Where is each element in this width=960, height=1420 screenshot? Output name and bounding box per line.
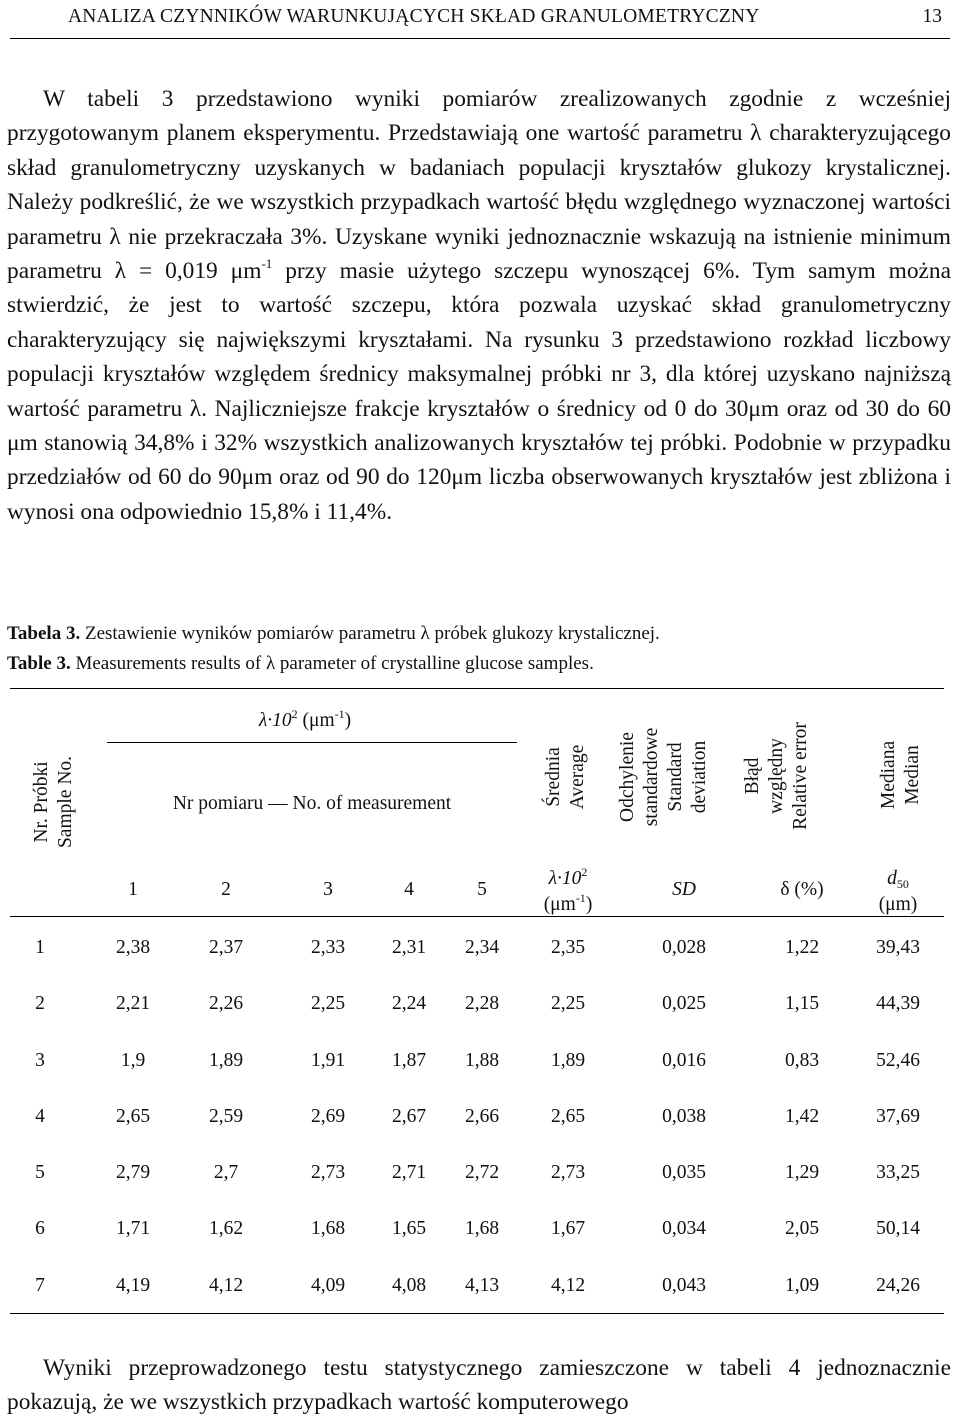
header-average-unit: (μm [543,894,576,915]
table-row [0,1049,960,1073]
paragraph-1-text-b: przy masie użytego szczepu wynoszącej 6%. Tym samym można stwierdzić, że jest to wartość szczepu, która pozwala uzyskać skład granulometryczny charakteryzujący się największymi kryształami. Na rysunku 3 przedstawiono rozkład liczbowy populacji kryształów względem średnicy maksymalnej próbki nr 3, dla której uzyskano najniższą wartość parametru λ. Najliczniejsze frakcje kryształów o średnicy od 0 do 30μm oraz od 30 do 60 μm stanowią 34,8% i 32% wszystkich analizowanych kryształów tej próbki. Podobnie w przypadku przedziałów od 60 do 90μm oraz od 90 do 120μm liczba obserwowanych kryształów jest zbliżona i wynosi ona odpowiednio 15,8% i 11,4%. [7,258,951,525]
paragraph-2-text: Wyniki przeprowadzonego testu statystycznego zamieszczone w tabeli 4 jednoznacznie pokazują, że we wszystkich przypadkach wartość komputerowego [7,1355,951,1416]
header-lambda-unit-close: ) [344,710,352,731]
table-cell: 1,71 [115,1218,151,1239]
table-cell: 0,038 [662,1106,706,1127]
table-cell: 2,65 [115,1106,151,1127]
table-cell: 37,69 [876,1106,920,1127]
table-cell: 1,68 [464,1218,500,1239]
body-paragraph-1 [7,82,951,529]
table-cell: 2,67 [391,1106,427,1127]
table-cell: 50,14 [876,1218,920,1239]
table-cell: 2,7 [213,1162,239,1183]
table-row [0,1105,960,1129]
header-average-symbol [513,866,623,918]
table-cell: 2,31 [391,937,427,958]
table-cell: 2,73 [550,1162,586,1183]
table-cell: 0,83 [784,1050,820,1071]
header-median-sub: 50 [896,877,909,891]
table-cell: 2,66 [464,1106,500,1127]
header-lambda-group [140,707,470,732]
header-sd-en-1: Standard [665,742,686,812]
paragraph-1-superscript: -1 [261,256,273,272]
table-cell: 2,05 [784,1218,820,1239]
header-relative-error [741,707,813,845]
table-cell: 1,22 [784,937,820,958]
header-median-unit: (μm) [878,894,918,915]
table-cell-sample: 1 [35,937,45,958]
table-cell: 1,68 [310,1218,346,1239]
table-cell: 4,08 [391,1275,427,1296]
table-caption-pl [7,622,660,646]
table-cell: 1,91 [310,1050,346,1071]
header-sd-pl-2: standardowe [641,727,662,827]
header-lambda-unit-exp: -1 [334,707,345,721]
table-cell: 1,87 [391,1050,427,1071]
header-average-unit-exp: -1 [575,891,586,905]
table-cell-sample: 6 [35,1218,45,1239]
table-row [0,936,960,960]
header-median-pl: Mediana [878,740,899,810]
table-cell: 1,67 [550,1218,586,1239]
header-error-pl-2: względny [766,738,787,814]
header-average-en: Average [567,744,588,810]
header-standard-deviation [616,702,712,852]
table-caption-en [7,652,594,676]
table-cell: 2,73 [310,1162,346,1183]
header-error-pl-1: Błąd [742,757,763,795]
header-average-pl: Średnia [543,747,564,807]
table-cell: 2,24 [391,993,427,1014]
table-cell: 2,65 [550,1106,586,1127]
table-cell: 0,028 [662,937,706,958]
header-median-sym: d [887,868,897,889]
table-cell: 0,035 [662,1162,706,1183]
header-median-en: Median [902,745,923,805]
table-cell: 4,12 [208,1275,244,1296]
table-cell: 1,62 [208,1218,244,1239]
header-sd-en-2: deviation [689,740,710,814]
header-lambda-exp: 2 [291,707,298,721]
header-error-symbol: δ (%) [780,879,824,900]
header-error-en: Relative error [790,722,811,830]
header-sample-pl: Nr. Próbki [31,761,52,843]
table-cell: 1,09 [784,1275,820,1296]
table-cell: 1,88 [464,1050,500,1071]
running-head-title: ANALIZA CZYNNIKÓW WARUNKUJĄCYCH SKŁAD GRANULOMETRYCZNY [68,6,760,27]
table-cell: 39,43 [876,937,920,958]
header-sd-pl-1: Odchylenie [617,732,638,822]
table-cell: 0,034 [662,1218,706,1239]
table-cell: 2,35 [550,937,586,958]
table-cell: 2,25 [310,993,346,1014]
table-cell: 0,016 [662,1050,706,1071]
header-meas-1: 1 [128,879,138,900]
table-row [0,1274,960,1298]
header-lambda-symbol: λ·10 [258,710,292,731]
header-sd-symbol: SD [672,879,696,900]
header-lambda-unit: (μm [297,710,335,731]
table-lambda-rule [107,742,517,743]
table-cell: 52,46 [876,1050,920,1071]
table-top-rule [10,688,944,689]
table-cell: 1,89 [208,1050,244,1071]
table-cell: 2,69 [310,1106,346,1127]
table-cell: 2,37 [208,937,244,958]
table-cell: 2,79 [115,1162,151,1183]
table-header-bottom-rule [10,916,944,917]
table-cell-sample: 4 [35,1106,45,1127]
table-cell: 1,9 [120,1050,146,1071]
paragraph-1-text-a: W tabeli 3 przedstawiono wyniki pomiarów zrealizowanych zgodnie z wcześniej przygotowanym planem eksperymentu. Przedstawiają one wartość parametru λ charakteryzującego skład granulometryczny uzyskanych w badaniach populacji kryształów glukozy krystalicznej. Należy podkreślić, że we wszystkich przypadkach wartość błędu względnego wyznaczonej wartości parametru λ nie przekraczała 3%. Uzyskane wyniki jednoznacznie wskazują na istnienie minimum parametru λ = 0,019 μm [7,86,951,285]
header-median-symbol [858,866,938,918]
caption-en-text: Measurements results of λ parameter of crystalline glucose samples. [70,653,594,674]
table-cell: 1,42 [784,1106,820,1127]
table-cell: 2,26 [208,993,244,1014]
caption-pl-label: Tabela 3. [7,623,81,644]
header-meas-2: 2 [221,879,231,900]
header-sample-no [30,727,78,877]
table-row [0,1217,960,1241]
table-cell: 2,21 [115,993,151,1014]
header-average-sym-exp: 2 [581,865,588,879]
table-cell-sample: 2 [35,993,45,1014]
table-cell: 2,71 [391,1162,427,1183]
table-cell: 2,25 [550,993,586,1014]
table-cell: 2,34 [464,937,500,958]
table-cell: 2,59 [208,1106,244,1127]
page-number: 13 [922,6,942,27]
table-cell: 4,19 [115,1275,151,1296]
table-row [0,1161,960,1185]
header-sample-en: Sample No. [55,755,76,849]
header-meas-3: 3 [323,879,333,900]
table-cell: 4,09 [310,1275,346,1296]
table-cell: 2,33 [310,937,346,958]
table-cell-sample: 7 [35,1275,45,1296]
table-cell: 4,13 [464,1275,500,1296]
running-head [10,0,950,39]
table-cell: 1,29 [784,1162,820,1183]
table-cell: 44,39 [876,993,920,1014]
table-cell: 1,65 [391,1218,427,1239]
table-cell: 2,28 [464,993,500,1014]
table-cell: 2,72 [464,1162,500,1183]
table-cell: 24,26 [876,1275,920,1296]
table-cell: 2,38 [115,937,151,958]
header-meas-4: 4 [404,879,414,900]
body-paragraph-2 [7,1351,951,1420]
table-cell: 1,89 [550,1050,586,1071]
caption-pl-text: Zestawienie wyników pomiarów parametru λ próbek glukozy krystalicznej. [80,623,660,644]
table-cell: 1,15 [784,993,820,1014]
table-cell: 4,12 [550,1275,586,1296]
table-cell: 0,025 [662,993,706,1014]
table-cell-sample: 3 [35,1050,45,1071]
header-average [542,702,590,852]
table-cell: 0,043 [662,1275,706,1296]
header-meas-5: 5 [477,879,487,900]
table-cell-sample: 5 [35,1162,45,1183]
table-bottom-rule [10,1313,944,1314]
table-cell: 33,25 [876,1162,920,1183]
header-average-sym: λ·10 [548,868,582,889]
caption-en-label: Table 3. [7,653,71,674]
table-row [0,992,960,1016]
header-median [877,700,925,850]
header-average-unit-close: ) [585,894,593,915]
header-measurement-no: Nr pomiaru — No. of measurement [172,793,452,814]
